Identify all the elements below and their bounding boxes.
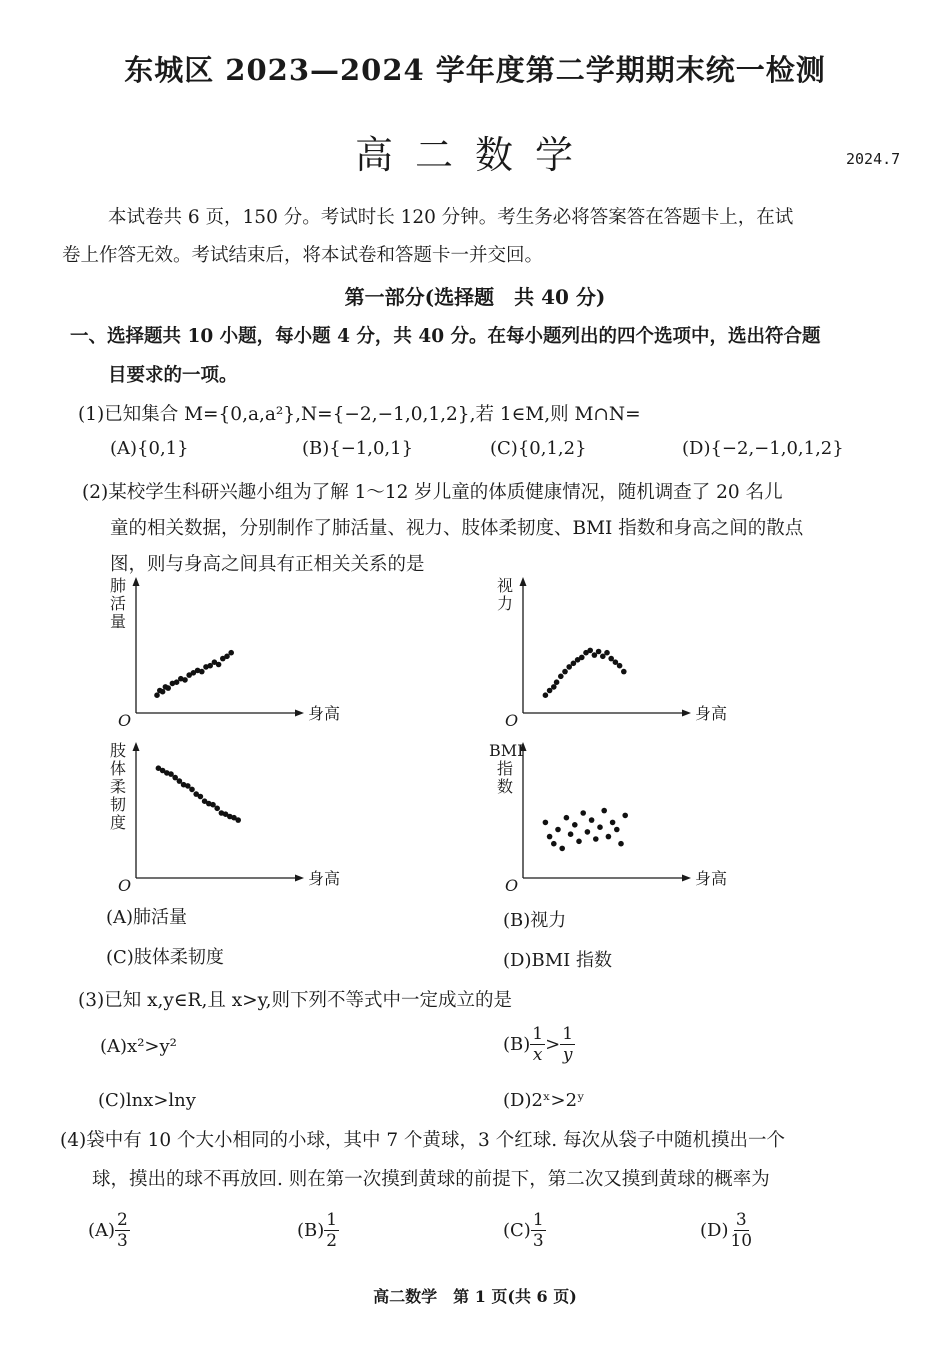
data-point-17 <box>610 820 616 826</box>
page-footer: 高二数学 第 1 页(共 6 页) <box>373 1287 577 1306</box>
data-point-1 <box>154 692 160 698</box>
q3-option-d: (D)2ˣ>2ʸ <box>503 1090 585 1111</box>
x-axis-arrow <box>682 710 691 717</box>
data-point-3 <box>551 841 557 847</box>
data-point-10 <box>579 655 585 661</box>
data-point-20 <box>228 650 234 656</box>
data-point-2 <box>547 834 553 840</box>
q2-option-a: (A)肺活量 <box>106 907 188 928</box>
exam-date: 2024.7 <box>846 150 901 168</box>
q1-option-d: (D){−2,−1,0,1,2} <box>682 438 844 459</box>
data-point-11 <box>198 794 204 800</box>
y-axis-arrow <box>133 577 140 586</box>
q4-option-b-fraction <box>324 1210 339 1251</box>
data-point-16 <box>606 834 612 840</box>
data-point-15 <box>214 806 220 812</box>
subject-title: 高二数学 <box>354 133 595 177</box>
q2-stem-1: (2)某校学生科研兴趣小组为了解 1～12 岁儿童的体质健康情况，随机调查了 20 名儿 <box>82 482 783 503</box>
q3-option-b <box>503 1024 575 1065</box>
x-axis-arrow <box>682 875 691 882</box>
q4-option-d-num: 3 <box>735 1210 747 1230</box>
q4-option-c-num: 1 <box>532 1210 544 1230</box>
intro-line-1: 本试卷共 6 页，150 分。考试时长 120 分钟。考生务必将答案答在答题卡上，在试 <box>108 207 794 228</box>
data-point-10 <box>580 810 586 816</box>
data-point-20 <box>621 669 627 675</box>
origin-label: O <box>505 711 519 730</box>
scatter-vision <box>485 575 735 735</box>
q4-option-d-label: (D) <box>700 1220 729 1241</box>
scatter-flexibility <box>98 740 348 900</box>
data-point-17 <box>216 662 222 668</box>
q3-fraction-2-den: y <box>562 1045 573 1065</box>
y-axis-label: 肢体柔韧度 <box>110 741 127 832</box>
data-point-8 <box>572 822 578 828</box>
q2-option-b: (B)视力 <box>503 910 567 931</box>
scatter-bmi <box>485 740 735 900</box>
q4-option-d-den: 10 <box>730 1231 753 1251</box>
x-axis-label: 身高 <box>308 704 341 723</box>
data-point-5 <box>559 846 565 852</box>
data-point-9 <box>182 677 188 683</box>
part1-instruction-1: 一、选择题共 10 小题，每小题 4 分，共 40 分。在每小题列出的四个选项中，选出符合题 <box>70 326 821 347</box>
q4-option-b-den: 2 <box>326 1231 338 1251</box>
q1-stem: (1)已知集合 M={0,a,a²},N={−2,−1,0,1,2},若 1∈M,则 M∩N= <box>78 404 641 425</box>
data-point-11 <box>585 829 591 835</box>
data-point-16 <box>604 650 610 656</box>
data-point-20 <box>622 813 628 819</box>
q4-option-a-den: 3 <box>117 1231 128 1251</box>
q3-fraction-1-den: x <box>532 1045 543 1065</box>
data-point-18 <box>614 827 620 833</box>
scatter-lung-capacity <box>98 575 348 735</box>
q1-option-c: (C){0,1,2} <box>490 438 587 459</box>
part1-heading: 第一部分(选择题 共 40 分) <box>344 285 606 309</box>
data-point-12 <box>587 648 593 654</box>
data-point-14 <box>597 824 603 830</box>
q4-option-a-num: 2 <box>117 1210 128 1230</box>
q4-option-b-num: 1 <box>326 1210 338 1230</box>
data-point-5 <box>558 674 564 680</box>
q4-option-a-fraction <box>115 1210 130 1251</box>
data-point-4 <box>554 679 560 685</box>
data-point-20 <box>235 817 241 823</box>
q3-fraction-1-num: 1 <box>532 1024 544 1044</box>
origin-label: O <box>118 711 132 730</box>
x-axis-arrow <box>295 875 304 882</box>
part1-instruction-2: 目要求的一项。 <box>108 365 238 386</box>
data-point-13 <box>593 836 599 842</box>
q4-option-c-fraction <box>531 1210 546 1251</box>
data-point-4 <box>555 827 561 833</box>
q4-option-d-fraction <box>728 1210 754 1251</box>
data-point-6 <box>562 669 568 675</box>
q2-stem-2: 童的相关数据，分别制作了肺活量、视力、肢体柔韧度、BMI 指数和身高之间的散点 <box>110 518 804 539</box>
y-axis-label: BMI 指数 <box>489 741 524 796</box>
x-axis-arrow <box>295 710 304 717</box>
data-point-13 <box>199 669 205 675</box>
y-axis-arrow <box>133 742 140 751</box>
q4-option-d <box>700 1210 754 1251</box>
q3-option-c: (C)lnx>lny <box>98 1090 196 1111</box>
q4-option-a-label: (A) <box>88 1220 116 1241</box>
q4-option-c <box>503 1210 546 1251</box>
q4-option-c-den: 3 <box>532 1231 544 1251</box>
data-point-15 <box>601 808 607 814</box>
data-point-19 <box>618 841 624 847</box>
q3-fraction-1 <box>530 1024 545 1065</box>
q3-stem: (3)已知 x,y∈R,且 x>y,则下列不等式中一定成立的是 <box>78 990 513 1011</box>
q1-option-b: (B){−1,0,1} <box>302 438 414 459</box>
data-point-3 <box>551 684 557 690</box>
q3-option-b-label: (B) <box>503 1034 531 1055</box>
data-point-9 <box>576 839 582 845</box>
q3-relation: > <box>545 1034 561 1055</box>
q3-fraction-2-num: 1 <box>562 1024 574 1044</box>
data-point-19 <box>617 663 623 669</box>
x-axis-label: 身高 <box>695 869 728 888</box>
q2-stem-3: 图，则与身高之间具有正相关关系的是 <box>110 554 425 575</box>
q4-option-c-label: (C) <box>503 1220 531 1241</box>
data-point-1 <box>543 820 549 826</box>
q1-option-a: (A){0,1} <box>110 438 189 459</box>
intro-line-2: 卷上作答无效。考试结束后，将本试卷和答题卡一并交回。 <box>62 245 544 266</box>
x-axis-label: 身高 <box>308 869 341 888</box>
data-point-9 <box>189 787 195 793</box>
data-point-3 <box>160 689 166 695</box>
exam-title: 东城区 2023—2024 学年度第二学期期末统一检测 <box>124 53 826 87</box>
origin-label: O <box>118 876 132 895</box>
q2-option-c: (C)肢体柔韧度 <box>106 947 224 968</box>
data-point-6 <box>564 815 570 821</box>
q4-option-b-label: (B) <box>297 1220 325 1241</box>
q2-option-d: (D)BMI 指数 <box>503 950 612 971</box>
q4-option-b <box>297 1210 339 1251</box>
origin-label: O <box>505 876 519 895</box>
q4-stem-2: 球，摸出的球不再放回. 则在第一次摸到黄球的前提下，第二次又摸到黄球的概率为 <box>92 1169 770 1190</box>
x-axis-label: 身高 <box>695 704 728 723</box>
q3-fraction-2 <box>560 1024 575 1065</box>
data-point-7 <box>568 831 574 837</box>
q4-stem-1: (4)袋中有 10 个大小相同的小球，其中 7 个黄球，3 个红球. 每次从袋子中随机摸出一个 <box>60 1130 785 1151</box>
data-point-5 <box>165 685 171 691</box>
q4-option-a <box>88 1210 130 1251</box>
data-point-1 <box>543 692 549 698</box>
data-point-12 <box>589 817 595 823</box>
y-axis-arrow <box>520 577 527 586</box>
data-point-14 <box>596 649 602 655</box>
y-axis-label: 视力 <box>497 576 514 613</box>
q3-option-a: (A)x²>y² <box>100 1036 177 1057</box>
y-axis-label: 肺活量 <box>110 576 127 631</box>
